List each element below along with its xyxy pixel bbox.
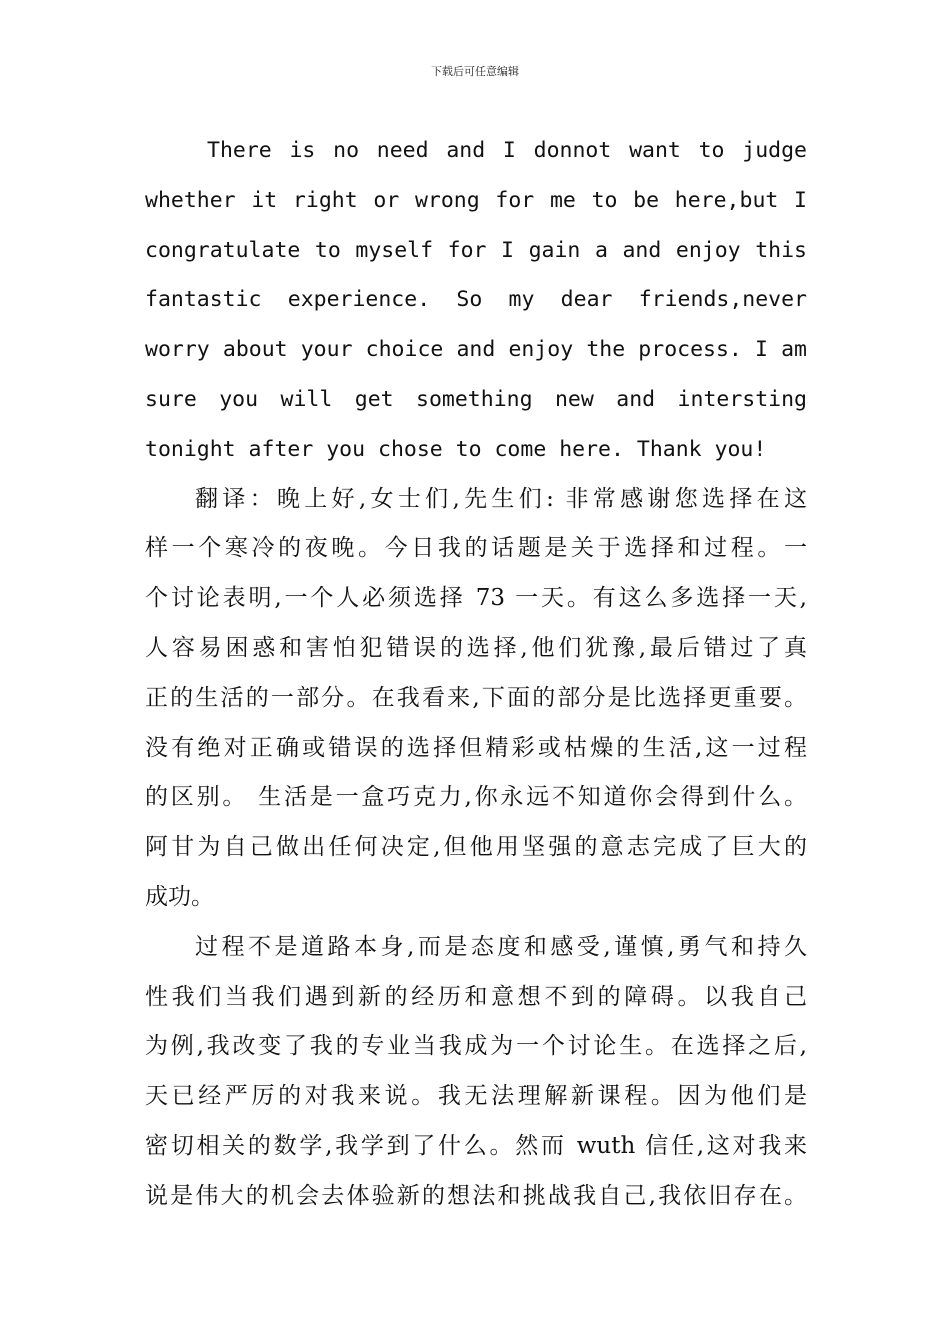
text-line: There is no need and I donnot want to judge bbox=[207, 138, 807, 163]
text-line: 说是伟大的机会去体验新的想法和挑战我自己,我依旧存在。 bbox=[145, 1182, 807, 1209]
text-line: 天已经严厉的对我来说。我无法理解新课程。因为他们是 bbox=[145, 1083, 807, 1110]
text-line: tonight after you chose to come here. Thank you! bbox=[145, 436, 767, 462]
text-line: sure you will get something new and intersting bbox=[145, 386, 807, 412]
text-line: 为例,我改变了我的专业当我成为一个讨论生。在选择之后, bbox=[145, 1033, 807, 1060]
text-line: 过程不是道路本身,而是态度和感受,谨慎,勇气和持久 bbox=[195, 933, 807, 960]
translation-paragraph bbox=[145, 475, 807, 923]
text-line: 阿甘为自己做出任何决定,但他用坚强的意志完成了巨大的 bbox=[145, 834, 807, 861]
process-paragraph bbox=[145, 923, 807, 1222]
text-line: 样一个寒冷的夜晚。今日我的话题是关于选择和过程。一 bbox=[145, 535, 807, 562]
text-line: fantastic experience. So my dear friends,never bbox=[145, 287, 807, 313]
page-header: 下载后可任意编辑 bbox=[431, 65, 519, 78]
text-line: 性我们当我们遇到新的经历和意想不到的障碍。以我自己 bbox=[145, 983, 807, 1010]
text-line: 个讨论表明,一个人必须选择 73 一天。有这么多选择一天, bbox=[145, 585, 807, 612]
text-line: worry about your choice and enjoy the process. I am bbox=[145, 337, 807, 363]
text-line: 人容易困惑和害怕犯错误的选择,他们犹豫,最后错过了真 bbox=[145, 634, 807, 661]
text-line: congratulate to myself for I gain a and enjoy this bbox=[145, 237, 807, 263]
text-line: 密切相关的数学,我学到了什么。然而 wuth 信任,这对我来 bbox=[145, 1132, 807, 1159]
text-line: 成功。 bbox=[145, 883, 214, 910]
english-paragraph bbox=[145, 126, 807, 475]
text-line: 翻译：晚上好,女士们,先生们: 非常感谢您选择在这 bbox=[195, 485, 807, 512]
text-line: whether it right or wrong for me to be here,but I bbox=[145, 187, 807, 213]
text-line: 没有绝对正确或错误的选择但精彩或枯燥的生活,这一过程 bbox=[145, 734, 807, 761]
text-line: 的区别。 生活是一盒巧克力,你永远不知道你会得到什么。 bbox=[145, 784, 807, 811]
text-line: 正的生活的一部分。在我看来,下面的部分是比选择更重要。 bbox=[145, 684, 807, 711]
document-body bbox=[145, 126, 807, 1222]
